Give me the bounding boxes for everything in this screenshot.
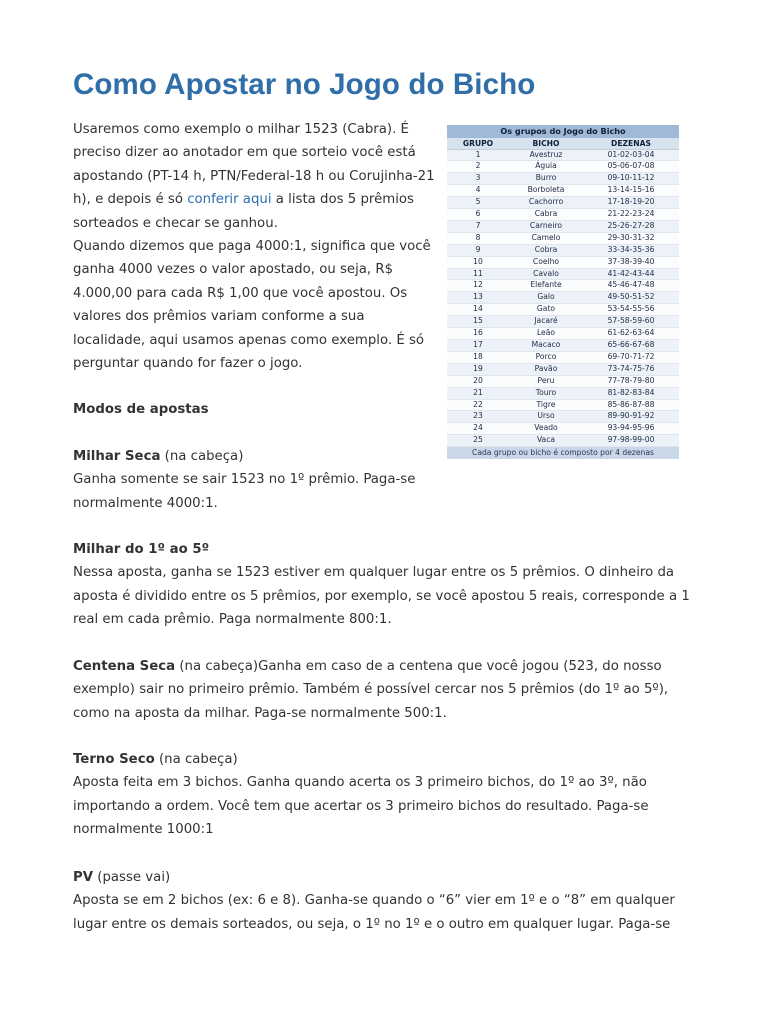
milhar-1-5-section	[73, 538, 703, 632]
table-cell-dezenas: 93-94-95-96	[583, 423, 679, 435]
table-cell-bicho: Vaca	[509, 435, 583, 447]
table-cell-dezenas: 41-42-43-44	[583, 268, 679, 280]
table-cell-grupo: 25	[447, 435, 509, 447]
table-row	[447, 340, 679, 352]
terno-seco-text: Aposta feita em 3 bichos. Ganha quando acerta os 3 primeiro bichos, do 1º ao 3º, não importando a ordem. Você tem que acertar os 3 primeiro bichos do resultado. Paga-se normalmente 1000:1	[73, 775, 649, 838]
table-row	[447, 351, 679, 363]
table-row	[447, 232, 679, 244]
terno-seco-qualifier: (na cabeça)	[154, 752, 238, 767]
table-cell-dezenas: 69-70-71-72	[583, 351, 679, 363]
pv-title: PV	[73, 870, 94, 885]
pv-heading	[73, 866, 703, 889]
table-cell-grupo: 5	[447, 197, 509, 209]
table-cell-dezenas: 73-74-75-76	[583, 363, 679, 375]
centena-seca-title: Centena Seca	[73, 659, 176, 674]
table-cell-grupo: 8	[447, 232, 509, 244]
table-row	[447, 256, 679, 268]
table-header-grupo: GRUPO	[447, 138, 509, 150]
table-row	[447, 316, 679, 328]
table-cell-bicho: Gato	[509, 304, 583, 316]
table-cell-grupo: 11	[447, 268, 509, 280]
table-cell-grupo: 1	[447, 149, 509, 161]
intro-text-before-link: Usaremos como exemplo o milhar 1523 (Cabra). É preciso dizer ao anotador em que sorteio você está apostando (PT-14 h, PTN/Federal-18 h ou Corujinha-21 h), e depois é só	[73, 122, 435, 208]
table-cell-grupo: 24	[447, 423, 509, 435]
table-cell-bicho: Touro	[509, 387, 583, 399]
table-cell-dezenas: 17-18-19-20	[583, 197, 679, 209]
table-cell-dezenas: 65-66-67-68	[583, 340, 679, 352]
table-cell-grupo: 15	[447, 316, 509, 328]
terno-seco-title: Terno Seco	[73, 752, 155, 767]
table-row	[447, 423, 679, 435]
table-row	[447, 197, 679, 209]
pv-section	[73, 866, 703, 936]
table-cell-dezenas: 89-90-91-92	[583, 411, 679, 423]
table-cell-bicho: Galo	[509, 292, 583, 304]
table-cell-bicho: Leão	[509, 328, 583, 340]
modos-section	[73, 398, 703, 421]
table-row	[447, 280, 679, 292]
milhar-seca-text: Ganha somente se sair 1523 no 1º prêmio. Paga-se normalmente 4000:1.	[73, 472, 416, 511]
milhar-seca-heading	[73, 445, 435, 468]
table-cell-grupo: 4	[447, 185, 509, 197]
table-cell-grupo: 7	[447, 220, 509, 232]
table-cell-bicho: Cavalo	[509, 268, 583, 280]
intro-text-after-link: a lista dos 5 prêmios sorteados e checar se ganhou.	[73, 192, 414, 231]
table-cell-bicho: Burro	[509, 173, 583, 185]
table-row	[447, 435, 679, 447]
table-cell-grupo: 6	[447, 209, 509, 221]
table-cell-dezenas: 13-14-15-16	[583, 185, 679, 197]
intro-paragraph-2: Quando dizemos que paga 4000:1, significa que você ganha 4000 vezes o valor apostado, ou seja, R$ 4.000,00 para cada R$ 1,00 que você apostou. Os valores dos prêmios variam conforme a sua localidade, aqui usamos apenas como exemplo. É só perguntar quando for fazer o jogo.	[73, 239, 431, 372]
centena-seca-section	[73, 655, 703, 725]
table-cell-dezenas: 81-82-83-84	[583, 387, 679, 399]
table-cell-grupo: 9	[447, 244, 509, 256]
table-cell-dezenas: 37-38-39-40	[583, 256, 679, 268]
table-cell-dezenas: 21-22-23-24	[583, 209, 679, 221]
table-cell-grupo: 19	[447, 363, 509, 375]
table-cell-dezenas: 09-10-11-12	[583, 173, 679, 185]
table-cell-bicho: Jacaré	[509, 316, 583, 328]
table-header-dezenas: DEZENAS	[583, 138, 679, 150]
centena-seca-paragraph	[73, 655, 703, 725]
milhar-1-5-text: Nessa aposta, ganha se 1523 estiver em qualquer lugar entre os 5 prêmios. O dinheiro da aposta é dividido entre os 5 prêmios, por exemplo, se você apostou 5 reais, corresponde a 1 real em cada prêmio. Paga normalmente 800:1.	[73, 565, 690, 628]
table-cell-bicho: Cachorro	[509, 197, 583, 209]
table-cell-bicho: Porco	[509, 351, 583, 363]
intro-text	[73, 118, 435, 375]
table-row	[447, 304, 679, 316]
intro-paragraph-1	[73, 118, 435, 235]
table-cell-bicho: Elefante	[509, 280, 583, 292]
table-header-bicho: BICHO	[509, 138, 583, 150]
milhar-seca-qualifier: (na cabeça)	[160, 449, 244, 464]
table-cell-grupo: 14	[447, 304, 509, 316]
table-cell-dezenas: 53-54-55-56	[583, 304, 679, 316]
table-caption: Os grupos do Jogo do Bicho	[447, 125, 679, 138]
table-cell-grupo: 23	[447, 411, 509, 423]
table-cell-bicho: Macaco	[509, 340, 583, 352]
conferir-aqui-link[interactable]: conferir aqui	[187, 192, 272, 208]
table-cell-dezenas: 97-98-99-00	[583, 435, 679, 447]
terno-seco-heading	[73, 748, 703, 771]
table-cell-grupo: 22	[447, 399, 509, 411]
table-cell-bicho: Carneiro	[509, 220, 583, 232]
table-cell-grupo: 2	[447, 161, 509, 173]
table-cell-bicho: Coelho	[509, 256, 583, 268]
pv-qualifier: (passe vai)	[93, 870, 171, 885]
table-cell-grupo: 12	[447, 280, 509, 292]
table-row	[447, 149, 679, 161]
table-row	[447, 220, 679, 232]
table-cell-dezenas: 33-34-35-36	[583, 244, 679, 256]
table-cell-grupo: 13	[447, 292, 509, 304]
table-row	[447, 173, 679, 185]
table-row	[447, 292, 679, 304]
terno-seco-section	[73, 748, 703, 842]
table-row	[447, 161, 679, 173]
table-footer-note: Cada grupo ou bicho é composto por 4 dezenas	[447, 447, 679, 460]
table-cell-bicho: Peru	[509, 375, 583, 387]
table-row	[447, 328, 679, 340]
table-cell-bicho: Urso	[509, 411, 583, 423]
table-row	[447, 185, 679, 197]
table-row	[447, 244, 679, 256]
modos-heading: Modos de apostas	[73, 402, 209, 417]
milhar-seca-title: Milhar Seca	[73, 449, 161, 464]
page-title: Como Apostar no Jogo do Bicho	[73, 68, 536, 101]
table-cell-grupo: 17	[447, 340, 509, 352]
table-cell-bicho: Borboleta	[509, 185, 583, 197]
table-row	[447, 209, 679, 221]
pv-text: Aposta se em 2 bichos (ex: 6 e 8). Ganha-se quando o “6” vier em 1º e o “8” em qualquer lugar entre os demais sorteados, ou seja, o 1º no 1º e o outro em qualquer lugar. Paga-se	[73, 893, 675, 932]
table-cell-dezenas: 57-58-59-60	[583, 316, 679, 328]
table-cell-grupo: 16	[447, 328, 509, 340]
table-cell-grupo: 3	[447, 173, 509, 185]
table-cell-dezenas: 61-62-63-64	[583, 328, 679, 340]
table-cell-bicho: Águia	[509, 161, 583, 173]
table-cell-grupo: 10	[447, 256, 509, 268]
centena-seca-text: (na cabeça)Ganha em caso de a centena que você jogou (523, do nosso exemplo) sair no primeiro prêmio. Também é possível cercar nos 5 prêmios (do 1º ao 5º), como na aposta da milhar. Paga-se normalmente 500:1.	[73, 659, 669, 721]
table-cell-dezenas: 45-46-47-48	[583, 280, 679, 292]
table-cell-bicho: Veado	[509, 423, 583, 435]
table-cell-bicho: Cabra	[509, 209, 583, 221]
table-cell-dezenas: 85-86-87-88	[583, 399, 679, 411]
table-row	[447, 363, 679, 375]
milhar-seca-section	[73, 445, 435, 515]
table-cell-dezenas: 49-50-51-52	[583, 292, 679, 304]
table-row	[447, 268, 679, 280]
table-cell-bicho: Tigre	[509, 399, 583, 411]
table-cell-grupo: 21	[447, 387, 509, 399]
table-cell-dezenas: 29-30-31-32	[583, 232, 679, 244]
table-cell-dezenas: 01-02-03-04	[583, 149, 679, 161]
table-cell-dezenas: 77-78-79-80	[583, 375, 679, 387]
table-cell-bicho: Pavão	[509, 363, 583, 375]
table-cell-bicho: Camelo	[509, 232, 583, 244]
table-cell-dezenas: 25-26-27-28	[583, 220, 679, 232]
table-cell-bicho: Avestruz	[509, 149, 583, 161]
milhar-1-5-title: Milhar do 1º ao 5º	[73, 542, 210, 557]
table-row	[447, 375, 679, 387]
table-cell-dezenas: 05-06-07-08	[583, 161, 679, 173]
table-cell-grupo: 20	[447, 375, 509, 387]
table-cell-grupo: 18	[447, 351, 509, 363]
table-cell-bicho: Cobra	[509, 244, 583, 256]
